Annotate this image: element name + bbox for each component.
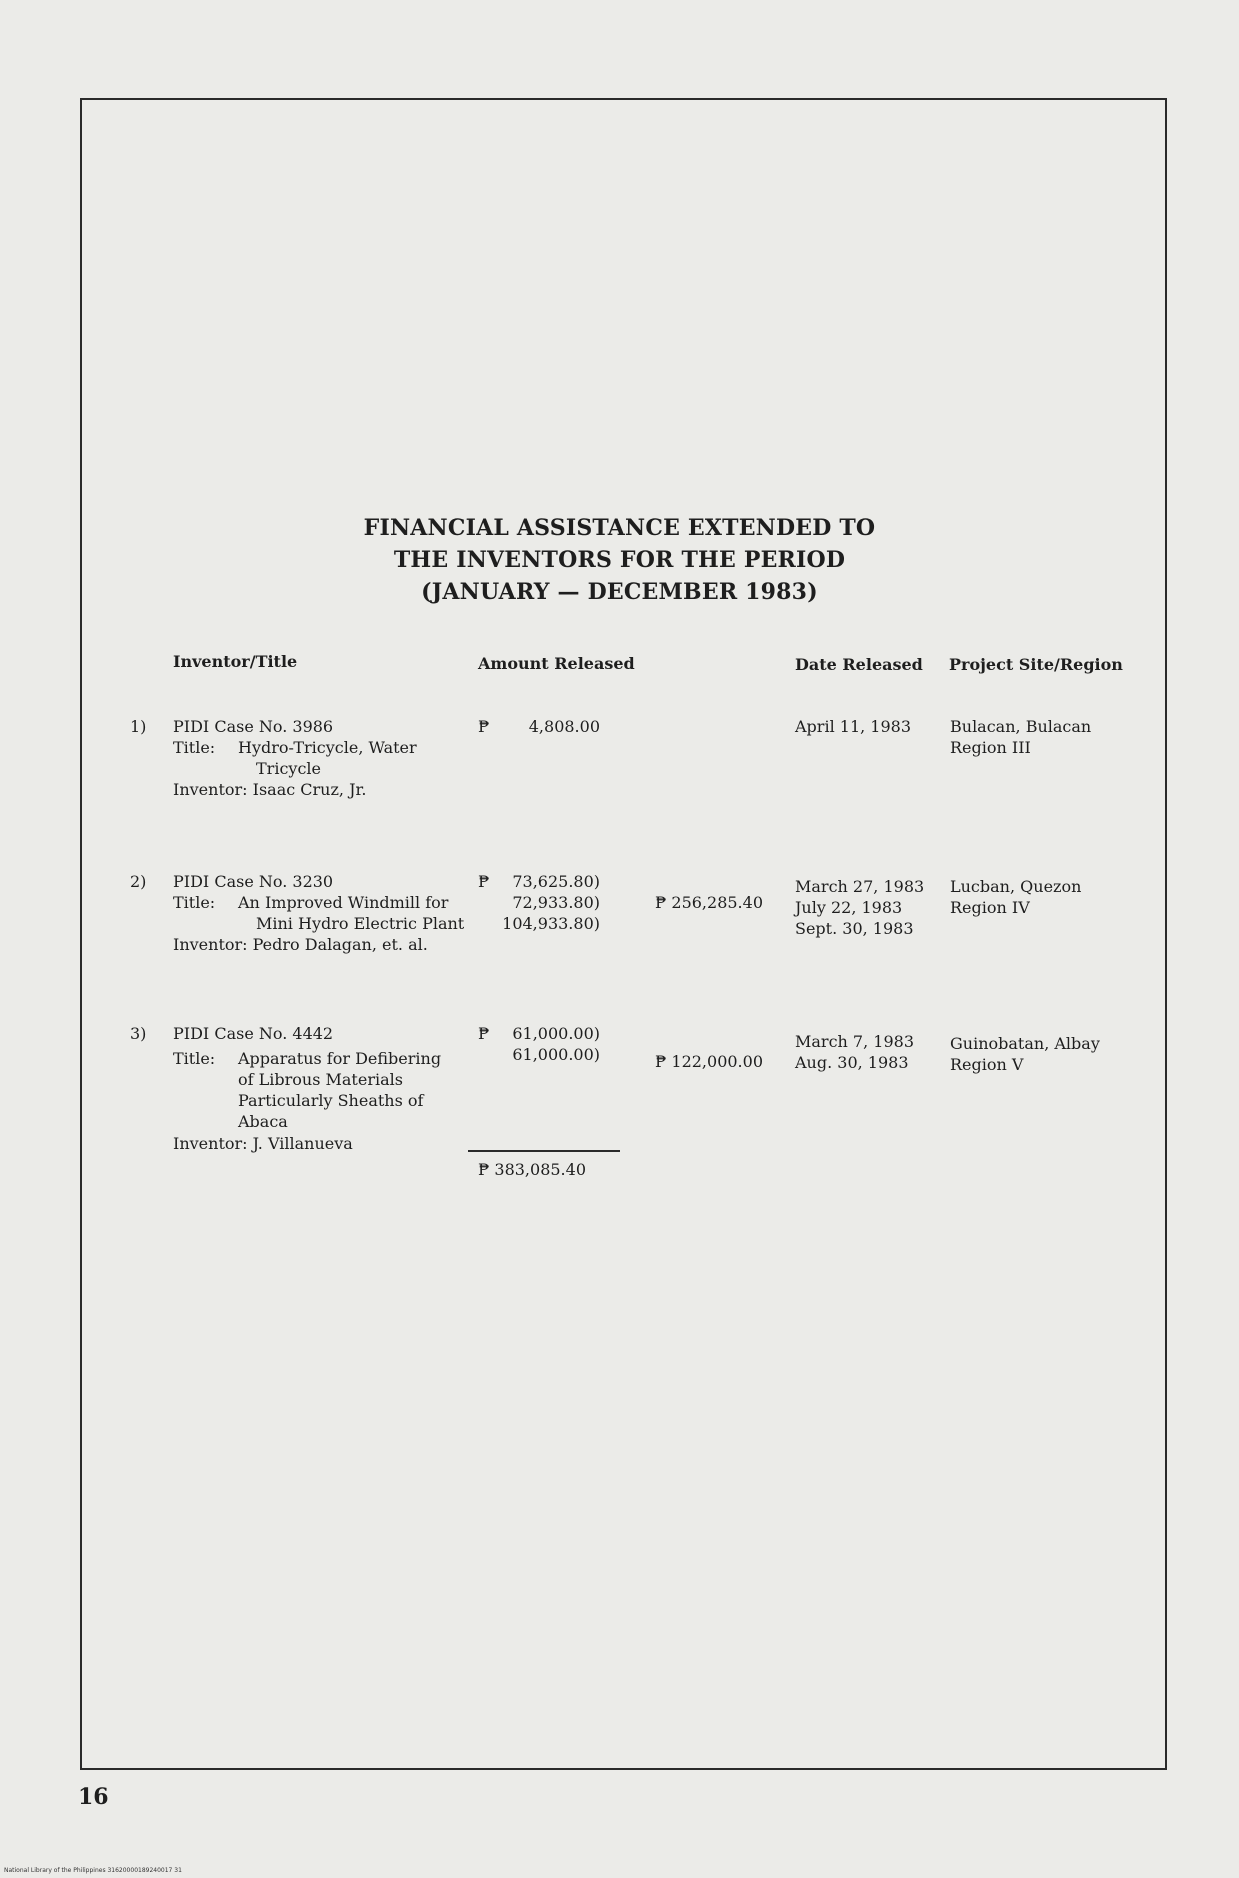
amount-released: 104,933.80) bbox=[502, 914, 600, 933]
inventor-name: Inventor: J. Villanueva bbox=[173, 1134, 353, 1153]
date-released: July 22, 1983 bbox=[795, 898, 903, 917]
project-title-line: Hydro-Tricycle, Water bbox=[238, 738, 417, 757]
row-number: 3) bbox=[130, 1024, 147, 1043]
amount-released: 72,933.80) bbox=[512, 893, 600, 912]
title-line-3: (JANUARY — DECEMBER 1983) bbox=[421, 579, 818, 605]
col-header-inventor-title: Inventor/Title bbox=[173, 652, 298, 671]
date-released: March 27, 1983 bbox=[795, 877, 925, 896]
col-header-amount-released: Amount Released bbox=[478, 654, 635, 673]
date-released: Sept. 30, 1983 bbox=[795, 919, 914, 938]
project-title-line: Abaca bbox=[238, 1112, 288, 1131]
amount-released: 73,625.80) bbox=[512, 872, 600, 891]
total-rule bbox=[468, 1150, 620, 1152]
amount-released: 61,000.00) bbox=[512, 1045, 600, 1064]
amount-released: 61,000.00) bbox=[512, 1024, 600, 1043]
title-line-2: THE INVENTORS FOR THE PERIOD bbox=[393, 547, 846, 573]
project-title-line: Particularly Sheaths of bbox=[238, 1091, 424, 1110]
subtotal-amount: ₱ 256,285.40 bbox=[655, 893, 763, 912]
title-line-1: FINANCIAL ASSISTANCE EXTENDED TO bbox=[363, 515, 876, 541]
title-label: Title: bbox=[173, 738, 216, 757]
date-released: April 11, 1983 bbox=[795, 717, 912, 736]
page-number: 16 bbox=[78, 1784, 109, 1810]
project-title-line: Apparatus for Defibering bbox=[238, 1049, 442, 1068]
case-number: PIDI Case No. 3986 bbox=[173, 717, 334, 736]
title-label: Title: bbox=[173, 893, 216, 912]
inventor-name: Inventor: Isaac Cruz, Jr. bbox=[173, 780, 367, 799]
project-region: Region III bbox=[950, 738, 1031, 757]
col-header-project-site: Project Site/Region bbox=[949, 655, 1123, 674]
peso-sign: ₱ bbox=[478, 1024, 490, 1043]
project-title-line: of Librous Materials bbox=[238, 1070, 403, 1089]
project-title-line: An Improved Windmill for bbox=[238, 893, 449, 912]
grand-total: ₱ 383,085.40 bbox=[478, 1160, 586, 1179]
project-region: Region V bbox=[950, 1055, 1024, 1074]
project-site: Bulacan, Bulacan bbox=[950, 717, 1092, 736]
date-released: Aug. 30, 1983 bbox=[795, 1053, 909, 1072]
amount-released: 4,808.00 bbox=[528, 717, 600, 736]
row-number: 1) bbox=[130, 717, 147, 736]
case-number: PIDI Case No. 3230 bbox=[173, 872, 334, 891]
inventor-name: Inventor: Pedro Dalagan, et. al. bbox=[173, 935, 428, 954]
subtotal-amount: ₱ 122,000.00 bbox=[655, 1052, 763, 1071]
peso-sign: ₱ bbox=[478, 717, 490, 736]
row-number: 2) bbox=[130, 872, 147, 891]
date-released: March 7, 1983 bbox=[795, 1032, 914, 1051]
case-number: PIDI Case No. 4442 bbox=[173, 1024, 334, 1043]
peso-sign: ₱ bbox=[478, 872, 490, 891]
project-region: Region IV bbox=[950, 898, 1030, 917]
project-site: Guinobatan, Albay bbox=[950, 1034, 1100, 1053]
project-title-line: Tricycle bbox=[256, 759, 321, 778]
project-title-line: Mini Hydro Electric Plant bbox=[256, 914, 465, 933]
project-site: Lucban, Quezon bbox=[950, 877, 1082, 896]
footer-text: National Library of the Philippines 31620000189240017 31 bbox=[4, 1867, 182, 1874]
title-label: Title: bbox=[173, 1049, 216, 1068]
col-header-date-released: Date Released bbox=[795, 655, 923, 674]
